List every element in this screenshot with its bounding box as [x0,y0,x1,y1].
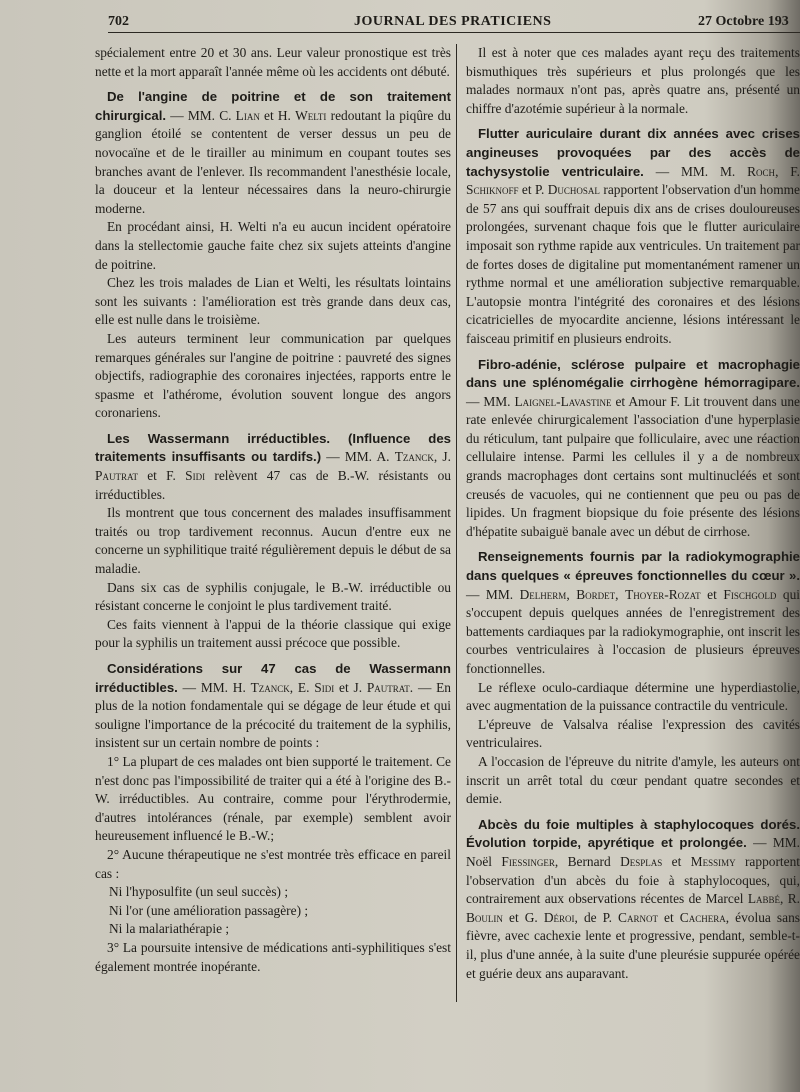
paragraph: 3° La poursuite intensive de médications anti-syphilitiques s'est également montrée inopérante. [95,939,451,974]
article-title: Flutter auriculaire durant dix années avec crises angineuses provoquées par des accès de tachysystolie ventriculaire. [466,126,800,179]
author-name: Tzanck [250,679,290,695]
issue-date: 27 Octobre 193 [698,14,789,29]
paragraph: Le réflexe oculo-cardiaque détermine une hyperdiastolie, avec augmentation de la puissance contractile du ventricule. [466,679,800,714]
paragraph: A l'occasion de l'épreuve du nitrite d'amyle, les auteurs ont inscrit un arrêt total du cœur pendant quatre secondes et demie. [466,753,800,807]
text-run: et [657,909,680,925]
author-name: Sidi [185,468,206,484]
journal-title: JOURNAL DES PRATICIENS [354,14,552,29]
text-run: , évolua sans fièvre, avec cachexie lente et progressive, pendant, semble-t-il, plus d'une année, à la suite d'une pleurésie suppurée opérée et guérie deux ans auparavant. [466,909,800,981]
text-run: redoutant la piqûre du ganglion étoilé se contentent de verser dessus un peu de novocaïne et de le tirailler au minimum en coupant toutes ses branches avant de l'enlever. Ils recommandent l'anesthésie locale, la douceur et la lenteur nécessaires dans la neuro-chirurgie moderne. [95,107,451,216]
list-item: Ni la malariathérapie ; [109,921,230,937]
author-name: Messimy [690,853,736,869]
text-run: et Amour F. Lit trouvent dans une rate enlevée chirurgicalement l'association d'une hyperplasie du réticulum, tant pulpaire que folliculaire, avec une réaction cellulaire intense. Parmi les cellules il y a de nombreux grands macrophages dont certains sont multinucléés et sont creusés de vacuoles, qui ne contiennent que peu ou pas de lipides. Un fragment biopsique du foie présente des lésions d'hépatite subaiguë banale avec un début de cirrhose. [466,393,800,539]
text-run: , de P. [574,909,619,925]
text-run: et P. [518,182,548,198]
text-run: rapportent l'observation d'un abcès du foie à staphylocoques, qui, contrairement aux observations récentes de Marcel [466,853,800,907]
text-run: , Bernard [554,853,621,869]
author-name: Pautrat [95,468,138,484]
author-name: Bordet [576,586,616,602]
article-title: Considérations sur 47 cas de Wassermann irréductibles. [95,661,451,695]
author-name: Pautrat [366,679,410,695]
article-title: Fibro-adénie, sclérose pulpaire et macrophagie dans une splénomégalie cirrhogène hémorragipare. [466,356,800,391]
text-run: — MM. Noël [466,835,800,869]
page-number: 702 [108,14,129,29]
text-run: et [700,586,724,602]
author-name: Lian [235,107,260,123]
author-name: Déroi [543,909,575,925]
author-name: Cachera [679,909,726,925]
paragraph: En procédant ainsi, H. Welti n'a eu aucun incident opératoire dans la stellectomie gauche faite chez six sujets atteints d'angine de poitrine. [95,219,451,272]
paragraph: 1° La plupart de ces malades ont bien supporté le traitement. Ce n'est donc pas l'impossibilité de traiter qui a été à l'origine des B.-W. irréductibles. Au contraire, comme pour l'érythrodermie, d'autres intolérances (rénale, par exemple) semblent avoir heureusement influencé le B.-W.; [95,753,451,844]
author-name: Fiessinger [501,853,555,869]
paragraph: Chez les trois malades de Lian et Welti, les résultats lointains sont les suivants : l'amélioration est très grande dans deux cas, elle est nulle dans le troisième. [95,275,451,328]
article-wassermann [95,430,451,504]
list-item: Ni l'hyposulfite (un seul succès) ; [109,884,289,900]
text-run: relèvent 47 cas de B.-W. résistants ou irréductibles. [95,468,452,502]
article-flutter [466,125,800,348]
article-abces-foie [466,816,800,983]
text-run: , R. [780,891,800,907]
article-fibro-adenie [466,356,800,542]
author-name: Boulin [466,909,503,925]
text-run: — MM. [466,586,520,602]
paragraph: L'épreuve de Valsalva réalise l'expression des cavités ventriculaires. [466,716,800,751]
author-name: Duchosal [547,182,600,198]
paragraph: Il est à noter que ces malades ayant reçu des traitements bismuthiques très supérieurs et plus prolongés que les malades normaux n'ont pas, après quatre ans, présenté un chiffre d'azotémie supérieur à la normale. [466,45,800,116]
left-column [95,44,451,976]
paragraph: Dans six cas de syphilis conjugale, le B.-W. irréductible ou résistant concerne le conjoint le plus tardivement traité. [95,579,451,614]
text-run: — MM. A. [321,449,395,465]
author-name: Thoyer-Rozat [625,586,701,602]
text-run: , E. [289,679,315,695]
author-name: Schiknoff [466,182,519,198]
author-name: Fischgold [723,586,777,602]
paragraph: Ces faits viennent à l'appui de la théorie classique qui exige pour la syphilis un traitement aussi précoce que possible. [95,616,451,651]
list-item: Ni l'or (une amélioration passagère) ; [109,902,309,918]
author-name: Roch [747,163,776,179]
text-run: et J. [334,679,367,695]
article-angine [95,88,451,218]
text-run: — MM. M. [643,163,748,179]
paragraph: spécialement entre 20 et 30 ans. Leur valeur pronostique est très nette et la mort apparaît l'année même où les accidents ont débuté. [95,45,451,79]
right-column [466,44,800,983]
text-run: — MM. C. [166,107,236,123]
article-radiokymographie [466,548,800,678]
author-name: Sidi [314,679,335,695]
author-name: Delherm [519,586,567,602]
paragraph: 2° Aucune thérapeutique ne s'est montrée très efficace en pareil cas : [95,846,451,881]
text-run: rapportent l'observation d'un homme de 57 ans qui souffrait depuis dix ans de crises douloureuses prolongées, survenant chaque fois que le flutter auriculaire imposait son rythme rapide aux ventricules. Un traitement par de fortes doses de digitaline put momentanément ramener un rythme normal et une amélioration subjective remarquable. L'autopsie montra l'intégrité des coronaires et des lésions cicatricielles de myocardite ancienne, lésions intéressant le faisceau primitif en plusieurs endroits. [466,182,800,346]
text-run: — MM. [466,393,515,409]
text-run: et F. [137,468,186,484]
text-run: , [566,586,577,602]
text-run: et H. [259,107,296,123]
author-name: Laignel-Lavastine [514,393,612,409]
text-run: qui s'occupent depuis quelques années de l'enregistrement des battements cardiaques par la radiokymographie, ont inscrit les courbes ventriculaires à l'occasion de plusieurs épreuves fonctionnelles. [466,586,800,676]
author-name: Carnot [618,909,658,925]
article-title: Les Wassermann irréductibles. (Influence des traitements insuffisants ou tardifs.) [95,430,451,465]
paragraph: Les auteurs terminent leur communication par quelques remarques générales sur l'angine de poitrine : pauvreté des signes objectifs, radiographie des coronaires injectées, rapports entre le spasme et l'athérome, évolution souvent longue des angors coronariens. [95,330,451,421]
paragraph: Ils montrent que tous concernent des malades insuffisamment traités ou trop tardivement reconnus. Aucun d'entre eux ne concerne un syphilitique traité régulièrement depuis le début de sa maladie. [95,505,451,577]
text-run: , F. [775,163,800,179]
text-run: et G. [502,909,544,925]
author-name: Tzanck [394,449,434,465]
article-considerations [95,660,451,753]
author-name: Labbé [747,891,781,907]
author-name: Desplas [620,853,663,869]
header-rule [108,32,800,33]
text-run: et [662,853,691,869]
column-divider [456,44,457,1002]
text-run: — MM. H. [177,679,251,695]
text-run: . — En plus de la notion fondamentale qui se dégage de leur étude et qui souligne l'importance de la précocité du traitement de la syphilis, insistent sur un certain nombre de points : [95,679,452,751]
article-title: De l'angine de poitrine et de son traitement chirurgical. [95,89,451,123]
author-name: Welti [295,107,327,123]
text-run: , J. [433,449,451,465]
article-title: Renseignements fournis par la radiokymographie dans quelques « épreuves fonctionnelles du cœur ». [466,549,800,584]
text-run: , [615,586,626,602]
running-header [108,10,800,32]
article-title: Abcès du foie multiples à staphylocoques dorés. Évolution torpide, apyrétique et prolongée. [466,816,800,851]
